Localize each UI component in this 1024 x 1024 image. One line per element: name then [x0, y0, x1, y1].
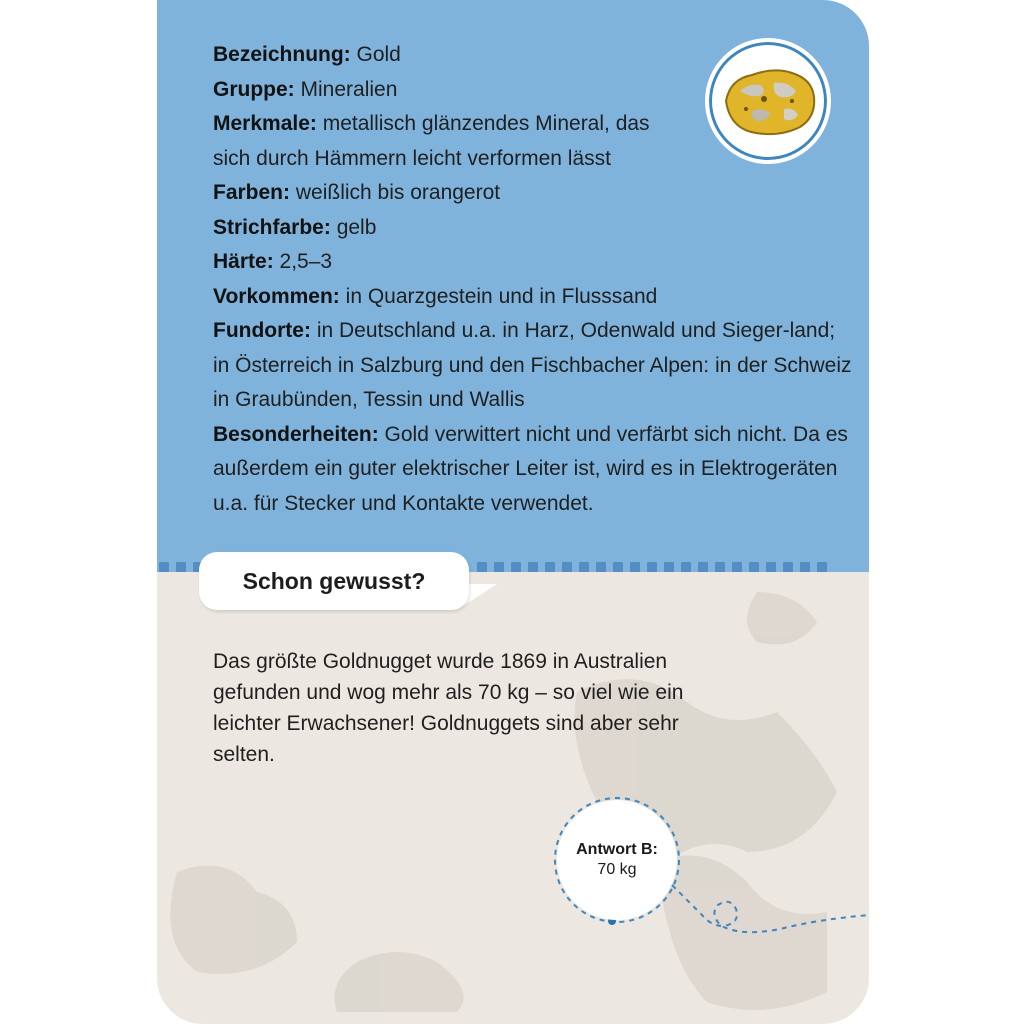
- fact-value: Gold verwittert nicht und verfärbt sich nicht. Da es außerdem ein guter elektrischer Leiter ist, wird es in Elektrogeräten u.a. für Stecker und Kontakte verwendet.: [213, 422, 848, 515]
- fact-value: Mineralien: [294, 77, 398, 101]
- quiz-card: [157, 0, 869, 1024]
- fact-value: gelb: [330, 215, 377, 239]
- answer-label: Antwort B:: [576, 841, 658, 858]
- did-you-know-heading: Schon gewusst?: [242, 567, 426, 594]
- fact-value: in Deutschland u.a. in Harz, Odenwald und Sieger-land; in Österreich in Salzburg und den Fischbacher Alpen: in der Schweiz in Graubünden, Tessin und Wallis: [213, 319, 852, 411]
- fact-label: Merkmale:: [213, 112, 317, 135]
- fact-value: in Quarzgestein und in Flusssand: [339, 284, 658, 308]
- fact-value: 2,5–3: [273, 250, 333, 273]
- fact-label: Vorkommen:: [213, 284, 340, 308]
- dashed-path-decoration: [157, 0, 869, 1024]
- fact-label: Farben:: [213, 181, 291, 204]
- fact-label: Besonderheiten:: [213, 422, 379, 446]
- did-you-know-text: Das größte Goldnugget wurde 1869 in Australien gefunden und wog mehr als 70 kg – so viel wie ein leichter Erwachsener! Goldnuggets sind aber sehr selten.: [213, 650, 684, 766]
- answer-value: 70 kg: [597, 861, 637, 878]
- fact-label: Härte:: [213, 250, 274, 273]
- fact-value: Gold: [350, 43, 401, 66]
- fact-label: Gruppe:: [213, 77, 295, 101]
- answer-badge: [557, 800, 677, 920]
- fact-label: Bezeichnung:: [213, 43, 351, 66]
- fact-label: Strichfarbe:: [213, 215, 331, 239]
- fact-label: Fundorte:: [213, 319, 311, 342]
- fact-value: weißlich bis orangerot: [290, 181, 501, 204]
- fact-value: metallisch glänzendes Mineral, das sich durch Hämmern leicht verformen lässt: [213, 112, 650, 170]
